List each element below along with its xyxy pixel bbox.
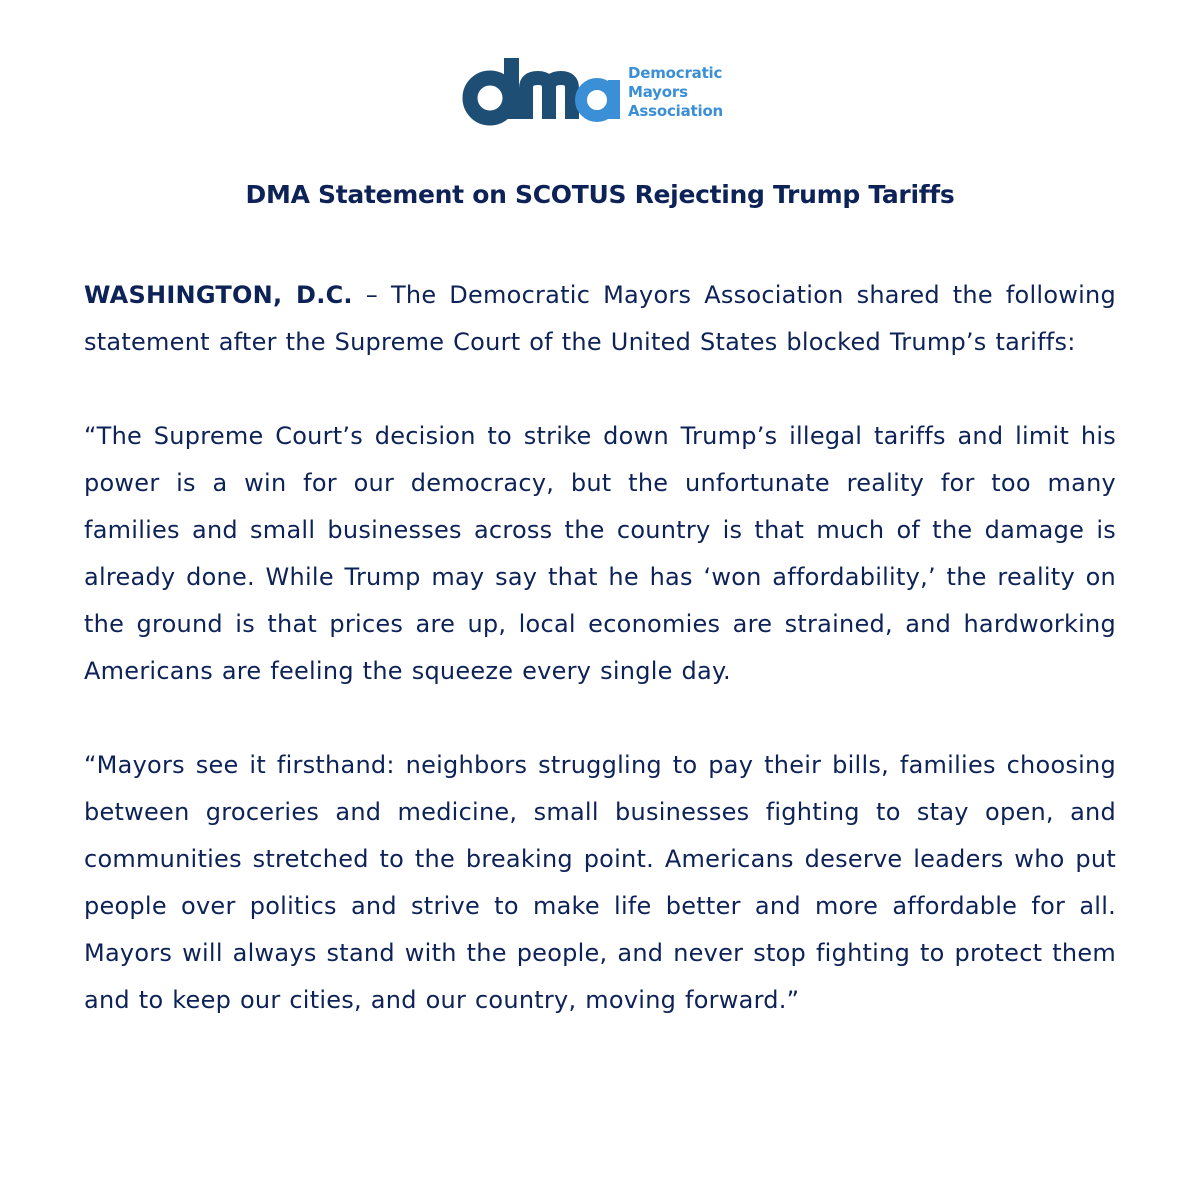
logo-word: Democratic: [628, 64, 723, 82]
paragraph-text: – The Democratic Mayors Association shared the following statement after the Supreme Court of the United States blocked Trump’s tariffs:: [84, 281, 1117, 356]
statement-paragraph: [84, 413, 1116, 695]
dma-logo-wordmark: [628, 64, 723, 121]
paragraph-text: “The Supreme Court’s decision to strike down Trump’s illegal tariffs and limit his power is a win for our democracy, but the unfortunate reality for too many families and small businesses across the country is that much of the damage is already done. While Trump may say that he has ‘won affordability,’ the reality on the ground is that prices are up, local economies are strained, and hardworking Americans are feeling the squeeze every single day.: [84, 422, 1116, 685]
paragraph-text: “Mayors see it firsthand: neighbors struggling to pay their bills, families choosing between groceries and medicine, small businesses fighting to stay open, and communities stretched to the breaking point. Americans deserve leaders who put people over politics and strive to make life better and more affordable for all. Mayors will always stand with the people, and never stop fighting to protect them and to keep our cities, and our country, moving forward.”: [84, 751, 1116, 1014]
dma-logo: [460, 52, 750, 132]
logo-word: Association: [628, 102, 724, 120]
statement-paragraph: [84, 272, 1116, 366]
statement-title: DMA Statement on SCOTUS Rejecting Trump Tariffs: [245, 180, 955, 209]
dma-logo-mark: [460, 52, 630, 132]
dateline: WASHINGTON, D.C.: [84, 281, 353, 309]
statement-body: [84, 272, 1116, 1071]
logo-word: Mayors: [628, 83, 688, 101]
statement-paragraph: [84, 742, 1116, 1024]
